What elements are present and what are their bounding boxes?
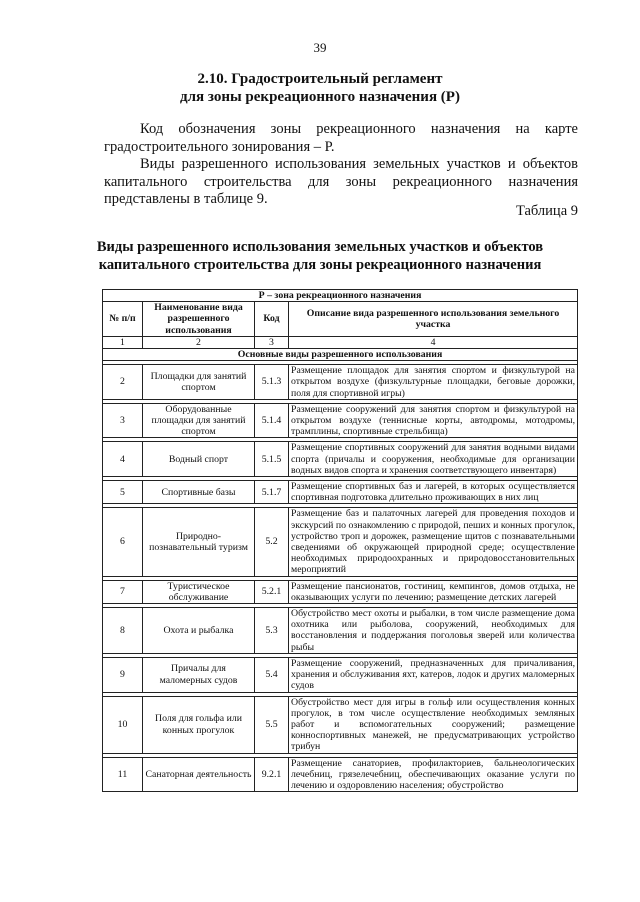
row-use-name: Охота и рыбалка <box>143 608 255 654</box>
table-row <box>103 657 578 692</box>
header-desc: Описание вида разрешенного использования земельного участка <box>289 302 578 337</box>
row-code: 5.1.7 <box>255 481 289 504</box>
header-code: Код <box>255 302 289 337</box>
intro-paragraph-2: Виды разрешенного использования земельных участков и объектов капитального строительства для зоны рекреационного назначения представлены в таблице 9. <box>104 156 578 207</box>
col-number-2: 2 <box>143 336 255 348</box>
table-row <box>103 481 578 504</box>
row-number: 2 <box>103 365 143 400</box>
row-description: Обустройство мест для игры в гольф или осуществления конных прогулок, в том числе осуществление необходимых земляных работ и вспомогательных сооружений; размещение конноспортивных манежей, не предусматривающих устройство трибун <box>289 696 578 753</box>
row-number: 3 <box>103 403 143 438</box>
column-number-row <box>103 336 578 348</box>
row-use-name: Площадки для занятий спортом <box>143 365 255 400</box>
header-num: № п/п <box>103 302 143 337</box>
zone-header: Р – зона рекреационного назначения <box>103 290 578 302</box>
row-use-name: Природно-познавательный туризм <box>143 508 255 576</box>
row-use-name: Водный спорт <box>143 442 255 477</box>
page-number: 39 <box>313 40 327 55</box>
row-number: 6 <box>103 508 143 576</box>
table-title-line-2: капитального строительства для зоны рекреационного назначения <box>98 257 542 273</box>
section-title-line-2: для зоны рекреационного назначения (Р) <box>180 89 460 105</box>
row-use-name: Спортивные базы <box>143 481 255 504</box>
row-number: 4 <box>103 442 143 477</box>
table-row <box>103 403 578 438</box>
row-use-name: Туристическое обслуживание <box>143 580 255 603</box>
row-number: 10 <box>103 696 143 753</box>
table-title-line-1: Виды разрешенного использования земельных участков и объектов <box>96 239 544 255</box>
row-code: 5.1.5 <box>255 442 289 477</box>
table-row <box>103 608 578 654</box>
section-title <box>0 70 640 106</box>
row-code: 9.2.1 <box>255 757 289 792</box>
col-number-3: 3 <box>255 336 289 348</box>
row-description: Размещение сооружений для занятия спортом и физкультурой на открытом воздухе (теннисные корты, автодромы, мотодромы, трамплины, спортивные стрельбища) <box>289 403 578 438</box>
row-code: 5.1.4 <box>255 403 289 438</box>
row-description: Размещение спортивных сооружений для занятия водными видами спорта (причалы и сооружения, необходимые для организации водных видов спорта и хранения соответствующего инвентаря) <box>289 442 578 477</box>
row-code: 5.4 <box>255 657 289 692</box>
row-code: 5.1.3 <box>255 365 289 400</box>
table-row <box>103 757 578 792</box>
row-description: Размещение сооружений, предназначенных для причаливания, хранения и обслуживания яхт, катеров, лодок и других маломерных судов <box>289 657 578 692</box>
group-title: Основные виды разрешенного использования <box>103 349 578 361</box>
col-number-1: 1 <box>103 336 143 348</box>
row-code: 5.2 <box>255 508 289 576</box>
col-number-4: 4 <box>289 336 578 348</box>
table-row <box>103 442 578 477</box>
row-use-name: Поля для гольфа или конных прогулок <box>143 696 255 753</box>
row-number: 7 <box>103 580 143 603</box>
table-number: Таблица 9 <box>515 203 578 219</box>
row-description: Размещение спортивных баз и лагерей, в которых осуществляется спортивная подготовка длительно проживающих в них лиц <box>289 481 578 504</box>
row-use-name: Причалы для маломерных судов <box>143 657 255 692</box>
intro-paragraph-1: Код обозначения зоны рекреационного назначения на карте градостроительного зонирования – Р. <box>104 121 578 155</box>
row-description: Размещение санаториев, профилакториев, бальнеологических лечебниц, грязелечебниц, обеспечивающих оказание услуги по лечению и оздоровлению населения; обустройство <box>289 757 578 792</box>
zone-header-row <box>103 290 578 302</box>
regulation-table <box>102 289 578 792</box>
column-header-row <box>103 302 578 337</box>
table-row <box>103 508 578 576</box>
row-code: 5.2.1 <box>255 580 289 603</box>
table-title <box>0 238 640 274</box>
table-row <box>103 580 578 603</box>
row-use-name: Санаторная деятельность <box>143 757 255 792</box>
row-use-name: Оборудованные площадки для занятий спортом <box>143 403 255 438</box>
table-row <box>103 365 578 400</box>
row-number: 11 <box>103 757 143 792</box>
group-row <box>103 349 578 361</box>
row-number: 5 <box>103 481 143 504</box>
row-description: Размещение площадок для занятия спортом и физкультурой на открытом воздухе (физкультурные площадки, беговые дорожки, поля для спортивной игры) <box>289 365 578 400</box>
row-description: Обустройство мест охоты и рыбалки, в том числе размещение дома охотника или рыболова, сооружений, необходимых для восстановления и поддержания поголовья зверей или количества рыбы <box>289 608 578 654</box>
header-name: Наименование вида разрешенного использования <box>143 302 255 337</box>
row-code: 5.3 <box>255 608 289 654</box>
section-title-line-1: 2.10. Градостроительный регламент <box>197 71 443 87</box>
row-number: 8 <box>103 608 143 654</box>
intro-text <box>104 121 578 209</box>
row-description: Размещение пансионатов, гостиниц, кемпингов, домов отдыха, не оказывающих услуги по лечению; размещение детских лагерей <box>289 580 578 603</box>
row-code: 5.5 <box>255 696 289 753</box>
row-description: Размещение баз и палаточных лагерей для проведения походов и экскурсий по ознакомлению с природой, пеших и конных прогулок, устройство троп и дорожек, размещение щитов с познавательными сведениями об окружающей природной среде; осуществление необходимых природоохранных и природовосстановительных мероприятий <box>289 508 578 576</box>
table-row <box>103 696 578 753</box>
row-number: 9 <box>103 657 143 692</box>
